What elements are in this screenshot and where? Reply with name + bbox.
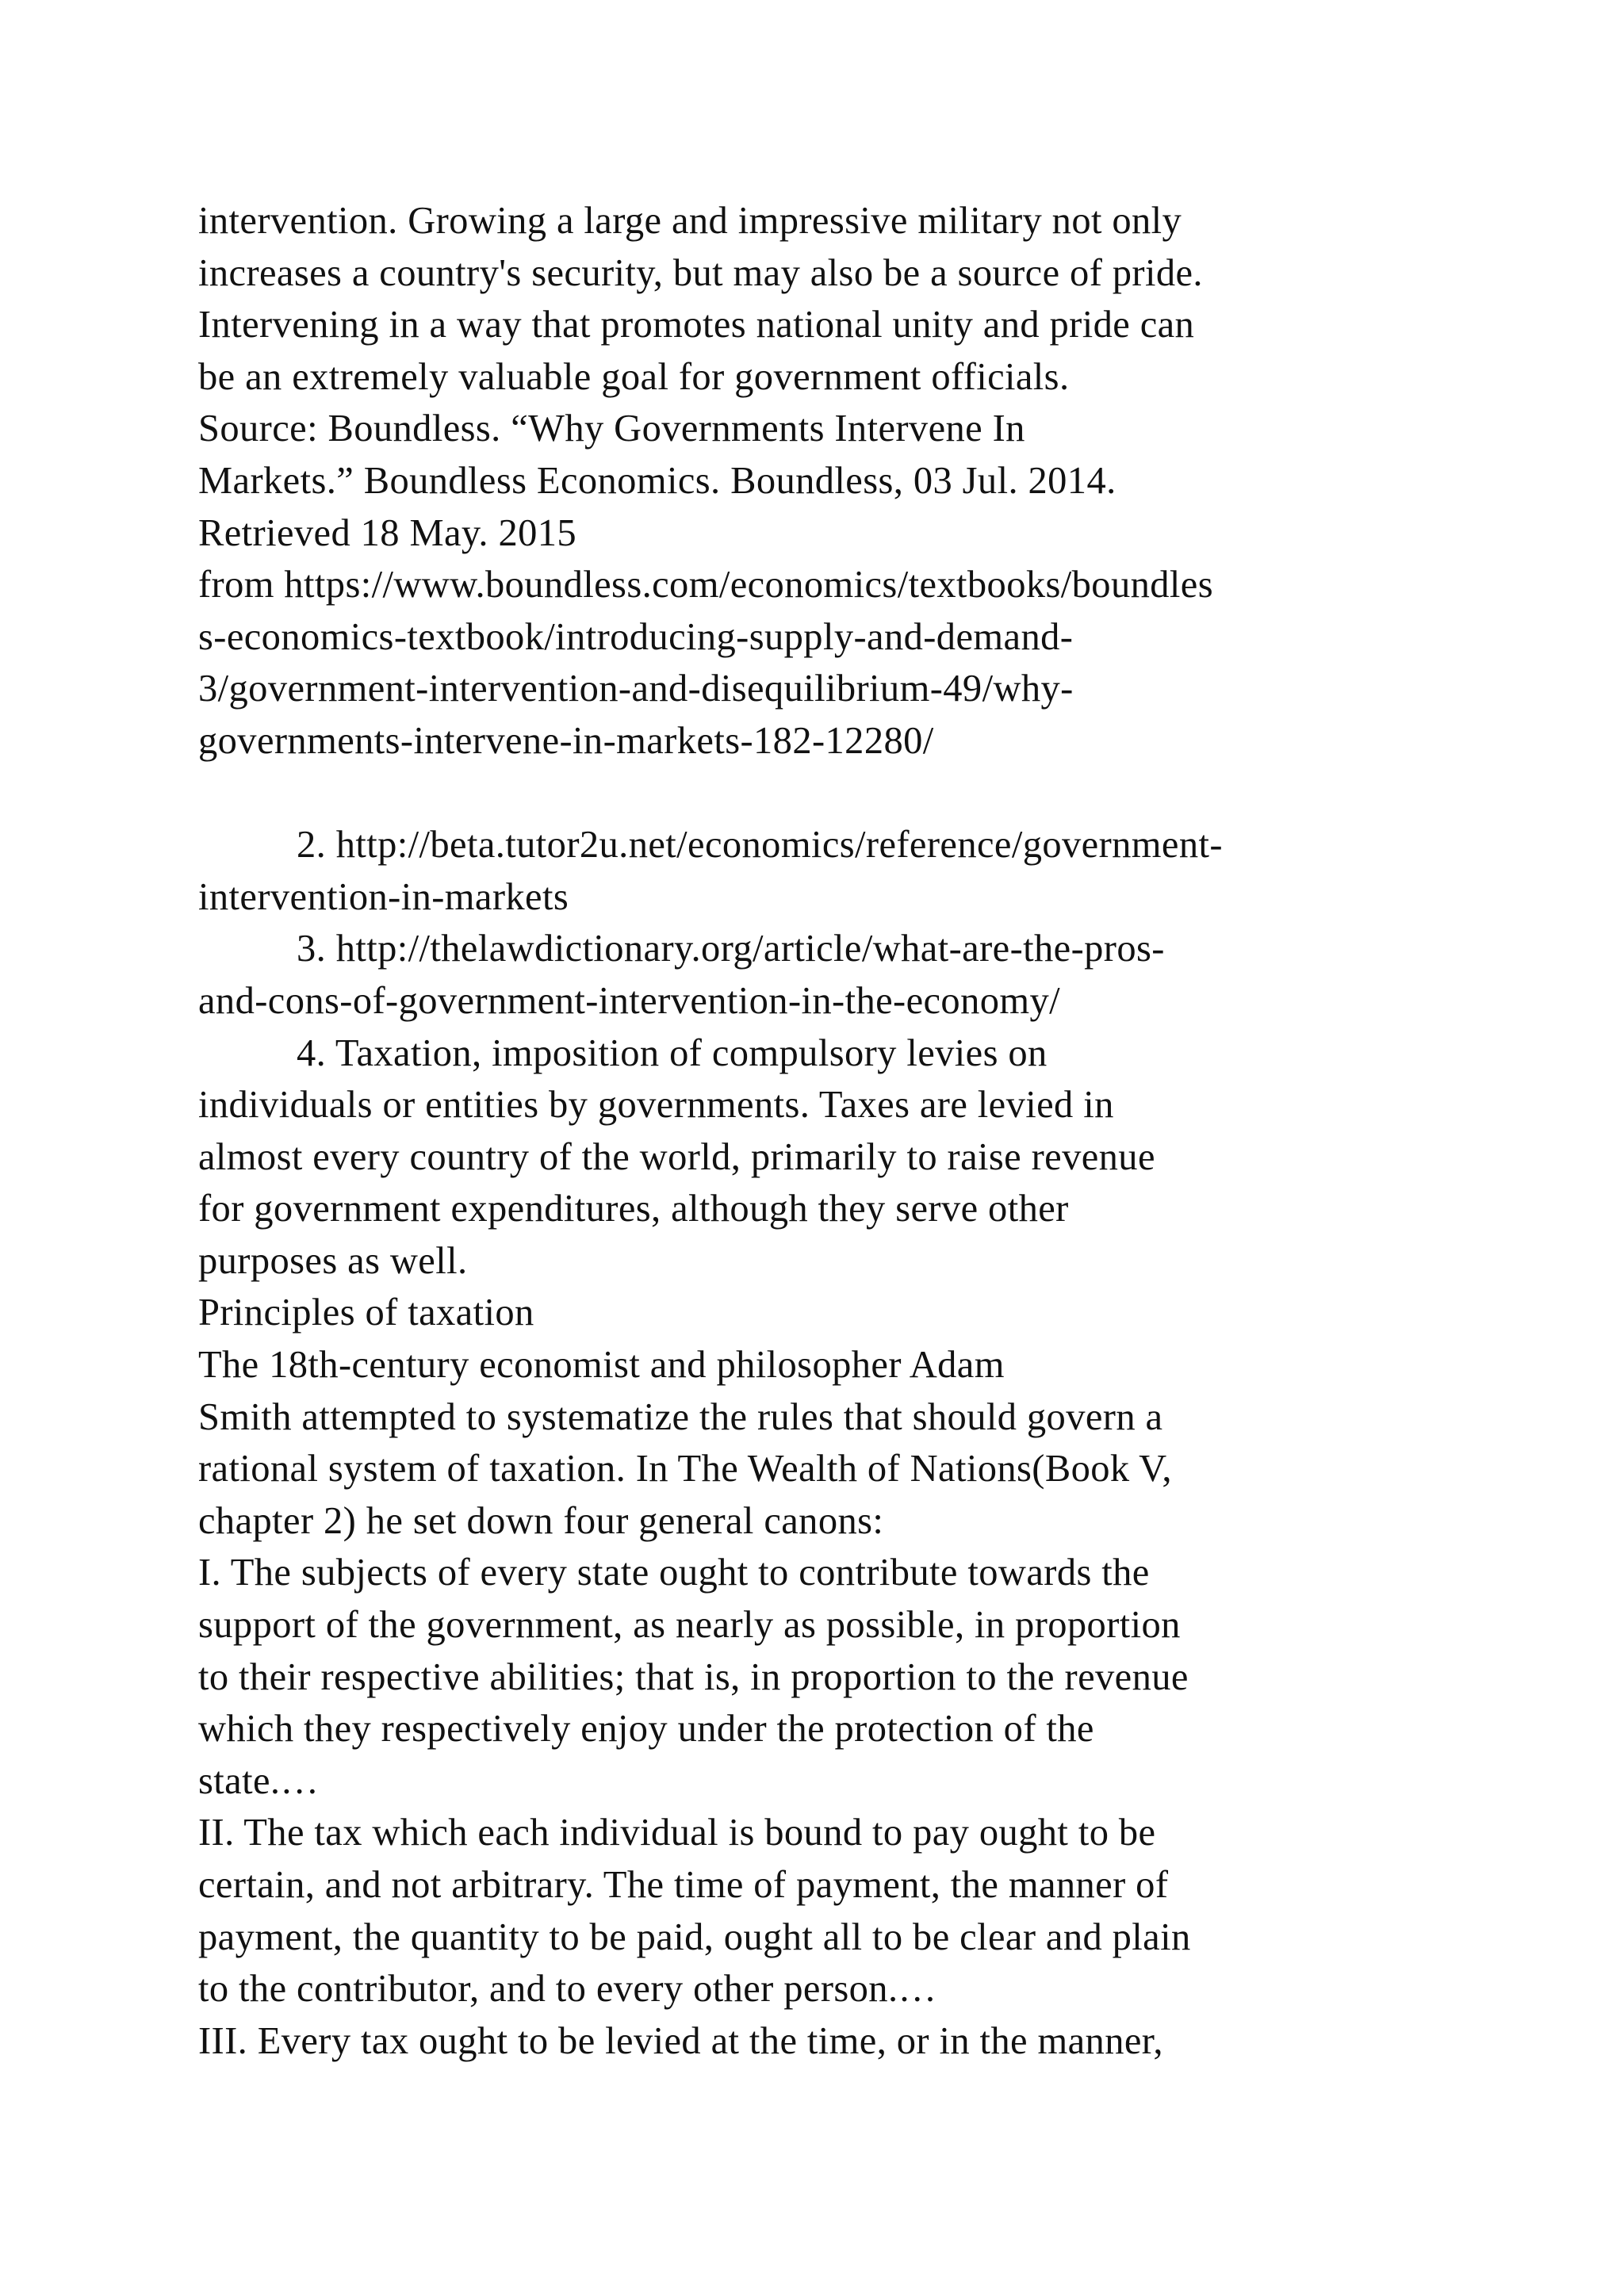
text-line: III. Every tax ought to be levied at the time, or in the manner, <box>198 2019 1163 2062</box>
text-line: to their respective abilities; that is, in proportion to the revenue <box>198 1655 1189 1698</box>
text-line: purposes as well. <box>198 1239 468 1282</box>
text-line: from https://www.boundless.com/economics/textbooks/boundles <box>198 564 1213 607</box>
text-line: and-cons-of-government-intervention-in-the-economy/ <box>198 979 1061 1022</box>
text-line: intervention. Growing a large and impressive military not only <box>198 200 1182 242</box>
text-line: state.… <box>198 1759 320 1802</box>
text-line: Smith attempted to systematize the rules that should govern a <box>198 1395 1163 1438</box>
text-line: to the contributor, and to every other person.… <box>198 1968 937 2011</box>
text-line: Source: Boundless. “Why Governments Intervene In <box>198 408 1025 450</box>
text-line: 4. Taxation, imposition of compulsory levies on <box>297 1031 1048 1074</box>
text-line: intervention-in-markets <box>198 875 569 918</box>
text-line: II. The tax which each individual is bound to pay ought to be <box>198 1812 1156 1854</box>
document-body-text <box>198 195 1507 2067</box>
text-line: support of the government, as nearly as possible, in proportion <box>198 1604 1181 1647</box>
text-line: Markets.” Boundless Economics. Boundless, 03 Jul. 2014. <box>198 459 1116 502</box>
text-line: 3/government-intervention-and-disequilibrium-49/why- <box>198 668 1074 710</box>
blank-line <box>198 767 1507 820</box>
text-line: which they respectively enjoy under the protection of the <box>198 1708 1094 1751</box>
text-line: certain, and not arbitrary. The time of payment, the manner of <box>198 1864 1169 1906</box>
text-line: for government expenditures, although they serve other <box>198 1188 1069 1230</box>
text-line: I. The subjects of every state ought to contribute towards the <box>198 1552 1150 1594</box>
text-line: be an extremely valuable goal for government officials. <box>198 355 1070 398</box>
text-line: payment, the quantity to be paid, ought all to be clear and plain <box>198 1915 1191 1958</box>
text-line: Retrieved 18 May. 2015 <box>198 511 577 554</box>
text-line: 3. http://thelawdictionary.org/article/what-are-the-pros- <box>297 928 1165 970</box>
text-line: increases a country's security, but may also be a source of pride. <box>198 251 1203 294</box>
text-line: Principles of taxation <box>198 1292 534 1334</box>
text-line: governments-intervene-in-markets-182-12280/ <box>198 719 934 762</box>
text-line: rational system of taxation. In The Wealth of Nations(Book V, <box>198 1448 1172 1490</box>
text-line: s-economics-textbook/introducing-supply-and-demand- <box>198 615 1074 658</box>
text-line: Intervening in a way that promotes national unity and pride can <box>198 304 1195 346</box>
text-line: 2. http://beta.tutor2u.net/economics/reference/government- <box>297 824 1223 867</box>
text-line: chapter 2) he set down four general canons: <box>198 1499 884 1542</box>
text-line: almost every country of the world, primarily to raise revenue <box>198 1135 1155 1178</box>
text-line: individuals or entities by governments. Taxes are levied in <box>198 1084 1114 1127</box>
text-line: The 18th-century economist and philosopher Adam <box>198 1344 1005 1387</box>
